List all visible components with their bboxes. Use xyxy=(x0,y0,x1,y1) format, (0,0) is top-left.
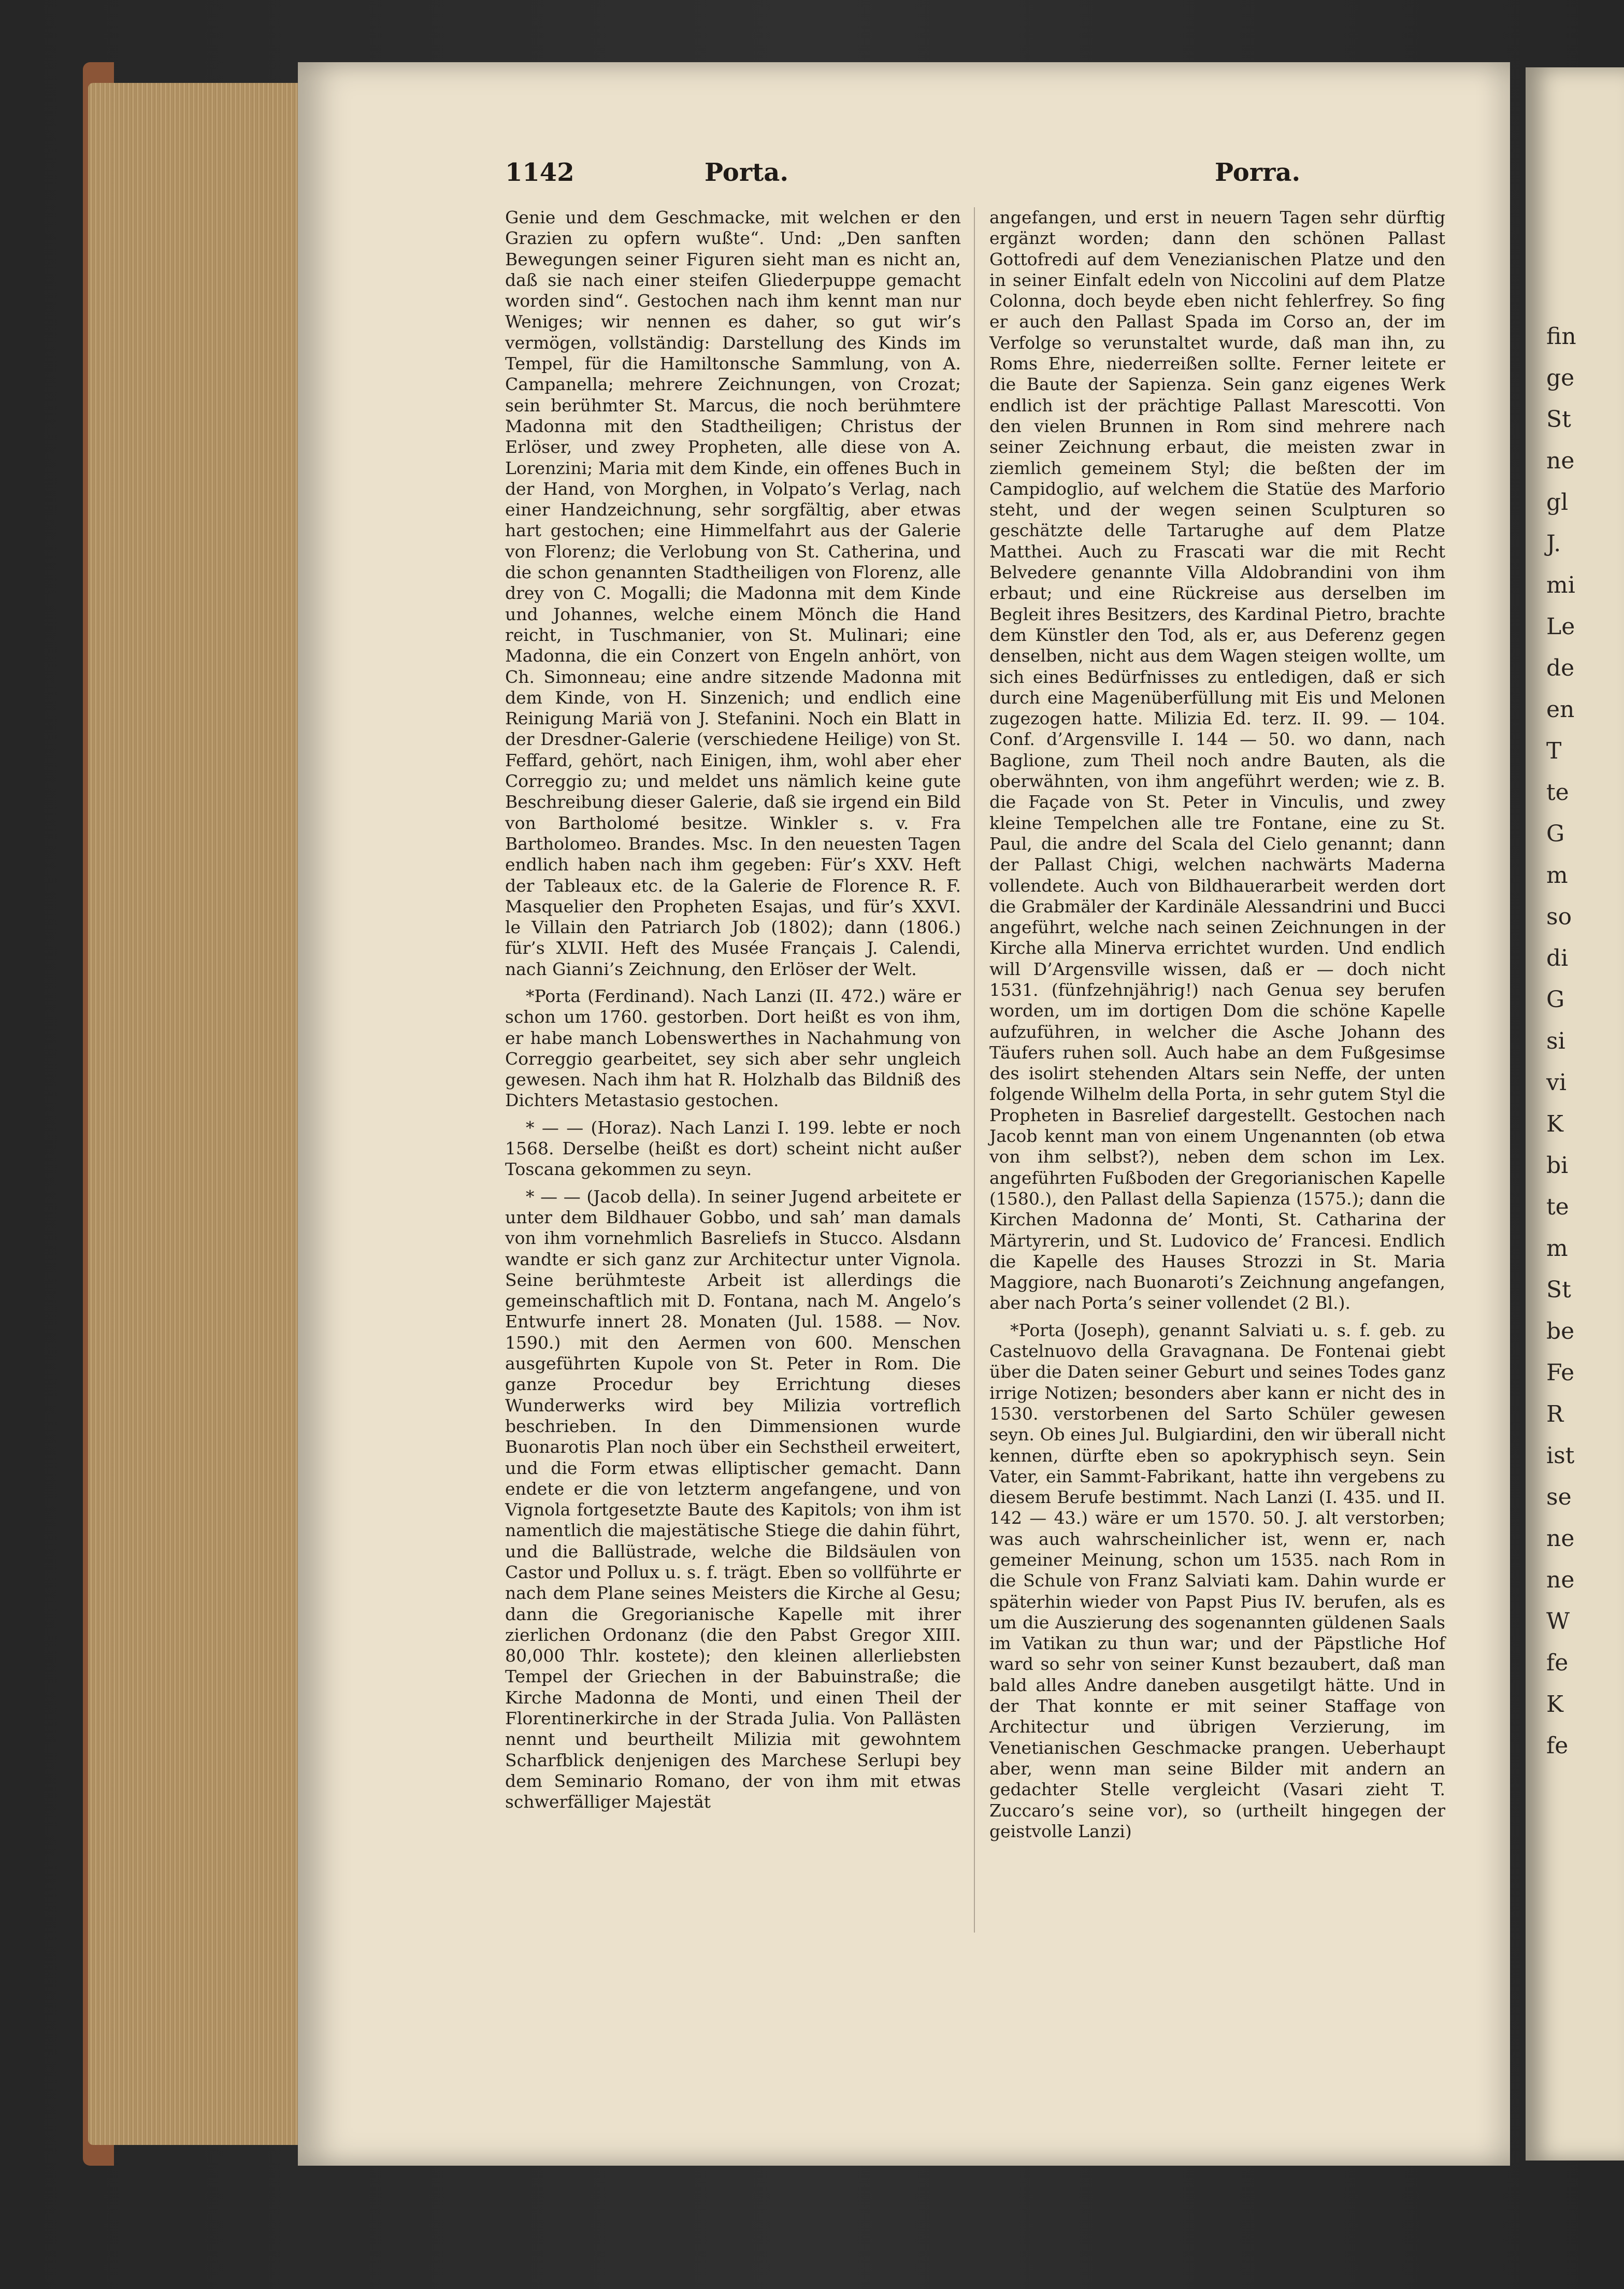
next-page-fragment: te xyxy=(1546,779,1569,806)
next-page-fragment: di xyxy=(1546,945,1569,971)
next-page-fragment: G xyxy=(1546,986,1565,1013)
next-page-fragment: gl xyxy=(1546,489,1569,516)
next-page-fragment: W xyxy=(1546,1608,1570,1635)
next-page-fragment: G xyxy=(1546,821,1565,847)
next-page-fragment: K xyxy=(1546,1691,1563,1718)
next-page-fragment: fe xyxy=(1546,1650,1569,1676)
entry-porta-joseph: *Porta (Joseph), genannt Salviati u. s. f. geb. zu Castelnuovo della Gravagnana. De Fontenai giebt über die Daten seiner Geburt und seines Todes ganz irrige Notizen; besonders aber kann er nicht des in 1530. verstorbenen del Sarto Schüler gewesen seyn. Ob eines Jul. Bulgiardini, den wir überall nicht kennen, dürfte eben so apokryphisch seyn. Sein Vater, ein Sammt-Fabrikant, hatte ihn vergebens zu diesem Berufe bestimmt. Nach Lanzi (I. 435. und II. 142 — 43.) wäre er um 1570. 50. J. alt verstorben; was auch wahrscheinlicher ist, wenn er, nach gemeiner Meinung, schon um 1535. nach Rom in die Schule von Franz Salviati kam. Dahin wurde er späterhin wieder von Papst Pius IV. berufen, als es um die Auszierung des sogenannten güldenen Saals im Vatikan zu thun war; und der Päpstliche Hof ward so sehr von seiner Kunst bezaubert, daß man bald alles Andre daneben ausgetilgt hätte. Und in der That konnte er mit seiner Staffage von Architectur und übrigen Verzierung, im Venetianischen Geschmacke prangen. Ueberhaupt aber, wenn man seine Bilder mit andern an gedachter Stelle vergleicht (Vasari zieht T. Zuccaro’s seine vor), so (urtheilt hingegen der geistvolle Lanzi) xyxy=(989,1320,1445,1841)
next-page-fragment: si xyxy=(1546,1028,1565,1054)
next-page-fragment: ne xyxy=(1546,1567,1575,1593)
left-text-column xyxy=(505,207,961,1813)
next-page-fragment: en xyxy=(1546,696,1575,723)
next-page-fragment: K xyxy=(1546,1111,1563,1137)
next-page-fragment: St xyxy=(1546,1277,1571,1303)
next-page-fragment: St xyxy=(1546,406,1571,433)
entry-porta-ferdinand: *Porta (Ferdinand). Nach Lanzi (II. 472.) wäre er schon um 1760. gestorben. Dort heißt es von ihm, er habe manch Lobenswerthes in Nachahmung von Correggio gearbeitet, sey sich aber sehr ungleich gewesen. Nach ihm hat R. Holzhalb das Bildniß des Dichters Metastasio gestochen. xyxy=(505,985,961,1111)
paragraph: Genie und dem Geschmacke, mit welchen er den Grazien zu opfern wußte“. Und: „Den sanften Bewegungen seiner Figuren sieht man es nicht an, daß sie nach einer steifen Gliederpuppe gemacht worden sind“. Gestochen nach ihm kennt man nur Weniges; wir nennen es daher, so gut wir’s vermögen, vollständig: Darstellung des Kinds im Tempel, für die Hamiltonsche Sammlung, von A. Campanella; mehrere Zeichnungen, von Crozat; sein berühmter St. Marcus, die noch berühmtere Madonna mit den Stadtheiligen; Christus der Erlöser, und zwey Propheten, alle diese von A. Lorenzini; Maria mit dem Kinde, ein offenes Buch in der Hand, von Morghen, in Volpato’s Verlag, nach einer Handzeichnung, sehr sorgfältig, aber etwas hart gestochen; eine Himmelfahrt aus der Galerie von Florenz; die Verlobung von St. Catherina, und die schon genannten Stadtheiligen von Florenz, alle drey von C. Mogalli; die Madonna mit dem Kinde und Johannes, welche einem Mönch die Hand reicht, in Tuschmanier, von St. Mulinari; eine Madonna, die ein Conzert von Engeln anhört, von Ch. Simonneau; eine andre sitzende Madonna mit dem Kinde, von H. Sinzenich; und endlich eine Reinigung Mariä von J. Stefanini. Noch ein Blatt in der Dresdner-Galerie (verschiedene Heilige) von St. Feffard, gehört, nach Einigen, ihm, wohl aber eher Correggio zu; und meldet uns nämlich keine gute Beschreibung dieser Galerie, daß sie irgend ein Bild von Bartholomé besitze. Winkler s. v. Fra Bartholomeo. Brandes. Msc. In den neuesten Tagen endlich haben nach ihm gegeben: Für’s XXV. Heft der Tableaux etc. de la Galerie de Florence R. F. Masquelier den Propheten Esajas, und für’s XXVI. le Villain den Patriarch Job (1802); dann (1806.) für’s XLVII. Heft des Musée Français J. Calendi, nach Gianni’s Zeichnung, den Erlöser der Welt. xyxy=(505,207,961,979)
next-page-fragment: R xyxy=(1546,1401,1564,1427)
next-page-fragment: fin xyxy=(1546,323,1576,350)
column-divider xyxy=(974,207,975,1933)
running-head-right: Porra. xyxy=(1215,158,1301,187)
next-page-fragment: se xyxy=(1546,1484,1572,1510)
next-page-fragment: de xyxy=(1546,655,1575,681)
next-page-fragment: mi xyxy=(1546,572,1575,598)
next-page-fragment: ist xyxy=(1546,1442,1575,1469)
next-page-fragment: vi xyxy=(1546,1069,1566,1096)
next-page-fragment: ne xyxy=(1546,448,1575,474)
next-page-fragment: bi xyxy=(1546,1152,1569,1179)
next-page-fragment: ne xyxy=(1546,1525,1575,1552)
page-edges xyxy=(88,83,306,2145)
page-header xyxy=(505,158,1469,205)
next-page-text-fragments xyxy=(1526,316,1576,1767)
page-number: 1142 xyxy=(505,158,574,187)
paragraph: angefangen, und erst in neuern Tagen sehr dürftig ergänzt worden; dann den schönen Pallast Gottofredi auf dem Venezianischen Platze und den in seiner Einfalt edeln von Niccolini auf dem Platze Colonna, doch beyde eben nicht fehlerfrey. So fing er auch den Pallast Spada im Corso an, der im Verfolge so verunstaltet wurde, daß man ihn, zu Roms Ehre, niederreißen sollte. Ferner leitete er die Baute der Sapienza. Sein ganz eigenes Werk endlich ist der prächtige Pallast Marescotti. Von den vielen Brunnen in Rom sind mehrere nach seiner Zeichnung erbaut, die meisten zwar in ziemlich gemeinem Styl; die beßten der im Campidoglio, auf welchem die Statüe des Marforio steht, und der wegen seinen Sculpturen so geschätzte delle Tartarughe auf dem Platze Matthei. Auch zu Frascati war die mit Recht Belvedere genannte Villa Aldobrandini von ihm erbaut; und eine Rückreise aus derselben im Begleit ihres Besitzers, des Kardinal Pietro, brachte dem Künstler den Tod, als er, aus Deferenz gegen denselben, nicht aus dem Wagen steigen wollte, um sich eines Bedürfnisses zu entledigen, daß er sich durch eine Magenüberfüllung mit Eis und Melonen zugezogen hatte. Milizia Ed. terz. II. 99. — 104. Conf. d’Argensville I. 144 — 50. wo dann, nach Baglione, zum Theil noch andre Bauten, als die oberwähnten, von ihm angeführt werden; wie z. B. die Façade von St. Peter in Vinculis, und zwey kleine Tempelchen alle tre Fontane, eine zu St. Paul, die andre del Scala del Cielo genannt; dann der Pallast Chigi, welchen nachwärts Maderna vollendete. Auch von Bildhauerarbeit werden dort die Grabmäler der Kardinäle Alessandrini und Bucci angeführt, welche nach seinen Zeichnungen in der Kirche alla Minerva errichtet wurden. Und endlich will D’Argensville wissen, daß er — doch nicht 1531. (fünfzehnjährig!) nach Genua sey berufen worden, um im dortigen Dom die schöne Kapelle aufzuführen, in welcher die Asche Johann des Täufers ruhen soll. Auch habe an dem Fußgesimse des isolirt stehenden Altars sein Neffe, der unten folgende Wilhelm della Porta, in sehr gutem Styl die Propheten in Basrelief dargestellt. Gestochen nach Jacob kennt man von einem Ungenannten (ob etwa von ihm selbst?), neben dem schon im Lex. angeführten Fußboden der Gregorianischen Kapelle (1580.), den Pallast della Sapienza (1575.); dann die Kirchen Madonna de’ Monti, St. Catharina der Märtyrerin, und St. Ludovico de’ Francesi. Endlich die Kapelle des Hauses Strozzi in St. Maria Maggiore, nach Buonaroti’s Zeichnung angefangen, aber nach Porta’s seiner vollendet (2 Bl.). xyxy=(989,207,1445,1313)
right-text-column xyxy=(989,207,1445,1842)
entry-porta-horaz: * — — (Horaz). Nach Lanzi I. 199. lebte er noch 1568. Derselbe (heißt es dort) scheint nicht außer Toscana gekommen zu seyn. xyxy=(505,1117,961,1180)
next-page-fragment: ge xyxy=(1546,365,1575,391)
next-page-fragment: T xyxy=(1546,738,1562,764)
next-page-fragment: Le xyxy=(1546,613,1575,640)
next-page-fragment: m xyxy=(1546,1235,1568,1262)
next-page-fragment: Fe xyxy=(1546,1360,1575,1386)
entry-porta-jacob: * — — (Jacob della). In seiner Jugend arbeitete er unter dem Bildhauer Gobbo, und sah’ man damals von ihm vornehmlich Basreliefs in Stucco. Alsdann wandte er sich ganz zur Architectur unter Vignola. Seine berühmteste Arbeit ist allerdings die gemeinschaftlich mit D. Fontana, nach M. Angelo’s Entwurfe innert 28. Monaten (Jul. 1588. — Nov. 1590.) mit den Aermen von 600. Menschen ausgeführten Kupole von St. Peter in Rom. Die ganze Procedur bey Errichtung dieses Wunderwerks wird bey Milizia vortreflich beschrieben. In den Dimmensionen wurde Buonarotis Plan noch über ein Sechstheil erweitert, und die Form etwas elliptischer gemacht. Dann endete er die von letzterm angefangene, und von Vignola fortgesetzte Baute des Kapitols; von ihm ist namentlich die majestätische Stiege die dahin führt, und die Ballüstrade, welche die Bildsäulen von Castor und Pollux u. s. f. trägt. Eben so vollführte er nach dem Plane seines Meisters die Kirche al Gesu; dann die Gregorianische Kapelle mit ihrer zierlichen Ordonanz (die den Pabst Gregor XIII. 80,000 Thlr. kostete); den kleinen allerliebsten Tempel der Griechen in der Babuinstraße; die Kirche Madonna de Monti, und einen Theil der Florentinerkirche in der Strada Julia. Von Pallästen nennt und beurtheilt Milizia mit gewohntem Scharfblick denjenigen des Marchese Serlupi bey dem Seminario Romano, der von ihm mit etwas schwerfälliger Majestät xyxy=(505,1186,961,1812)
next-page-fragment: fe xyxy=(1546,1733,1569,1759)
next-page-fragment: be xyxy=(1546,1318,1575,1344)
next-page-fragment: te xyxy=(1546,1194,1569,1220)
next-page-fragment: J. xyxy=(1546,531,1561,557)
next-page-fragment: m xyxy=(1546,862,1568,889)
next-page-fragment: so xyxy=(1546,904,1572,930)
running-head-left: Porta. xyxy=(705,158,789,187)
next-page-edge xyxy=(1526,67,1624,2161)
